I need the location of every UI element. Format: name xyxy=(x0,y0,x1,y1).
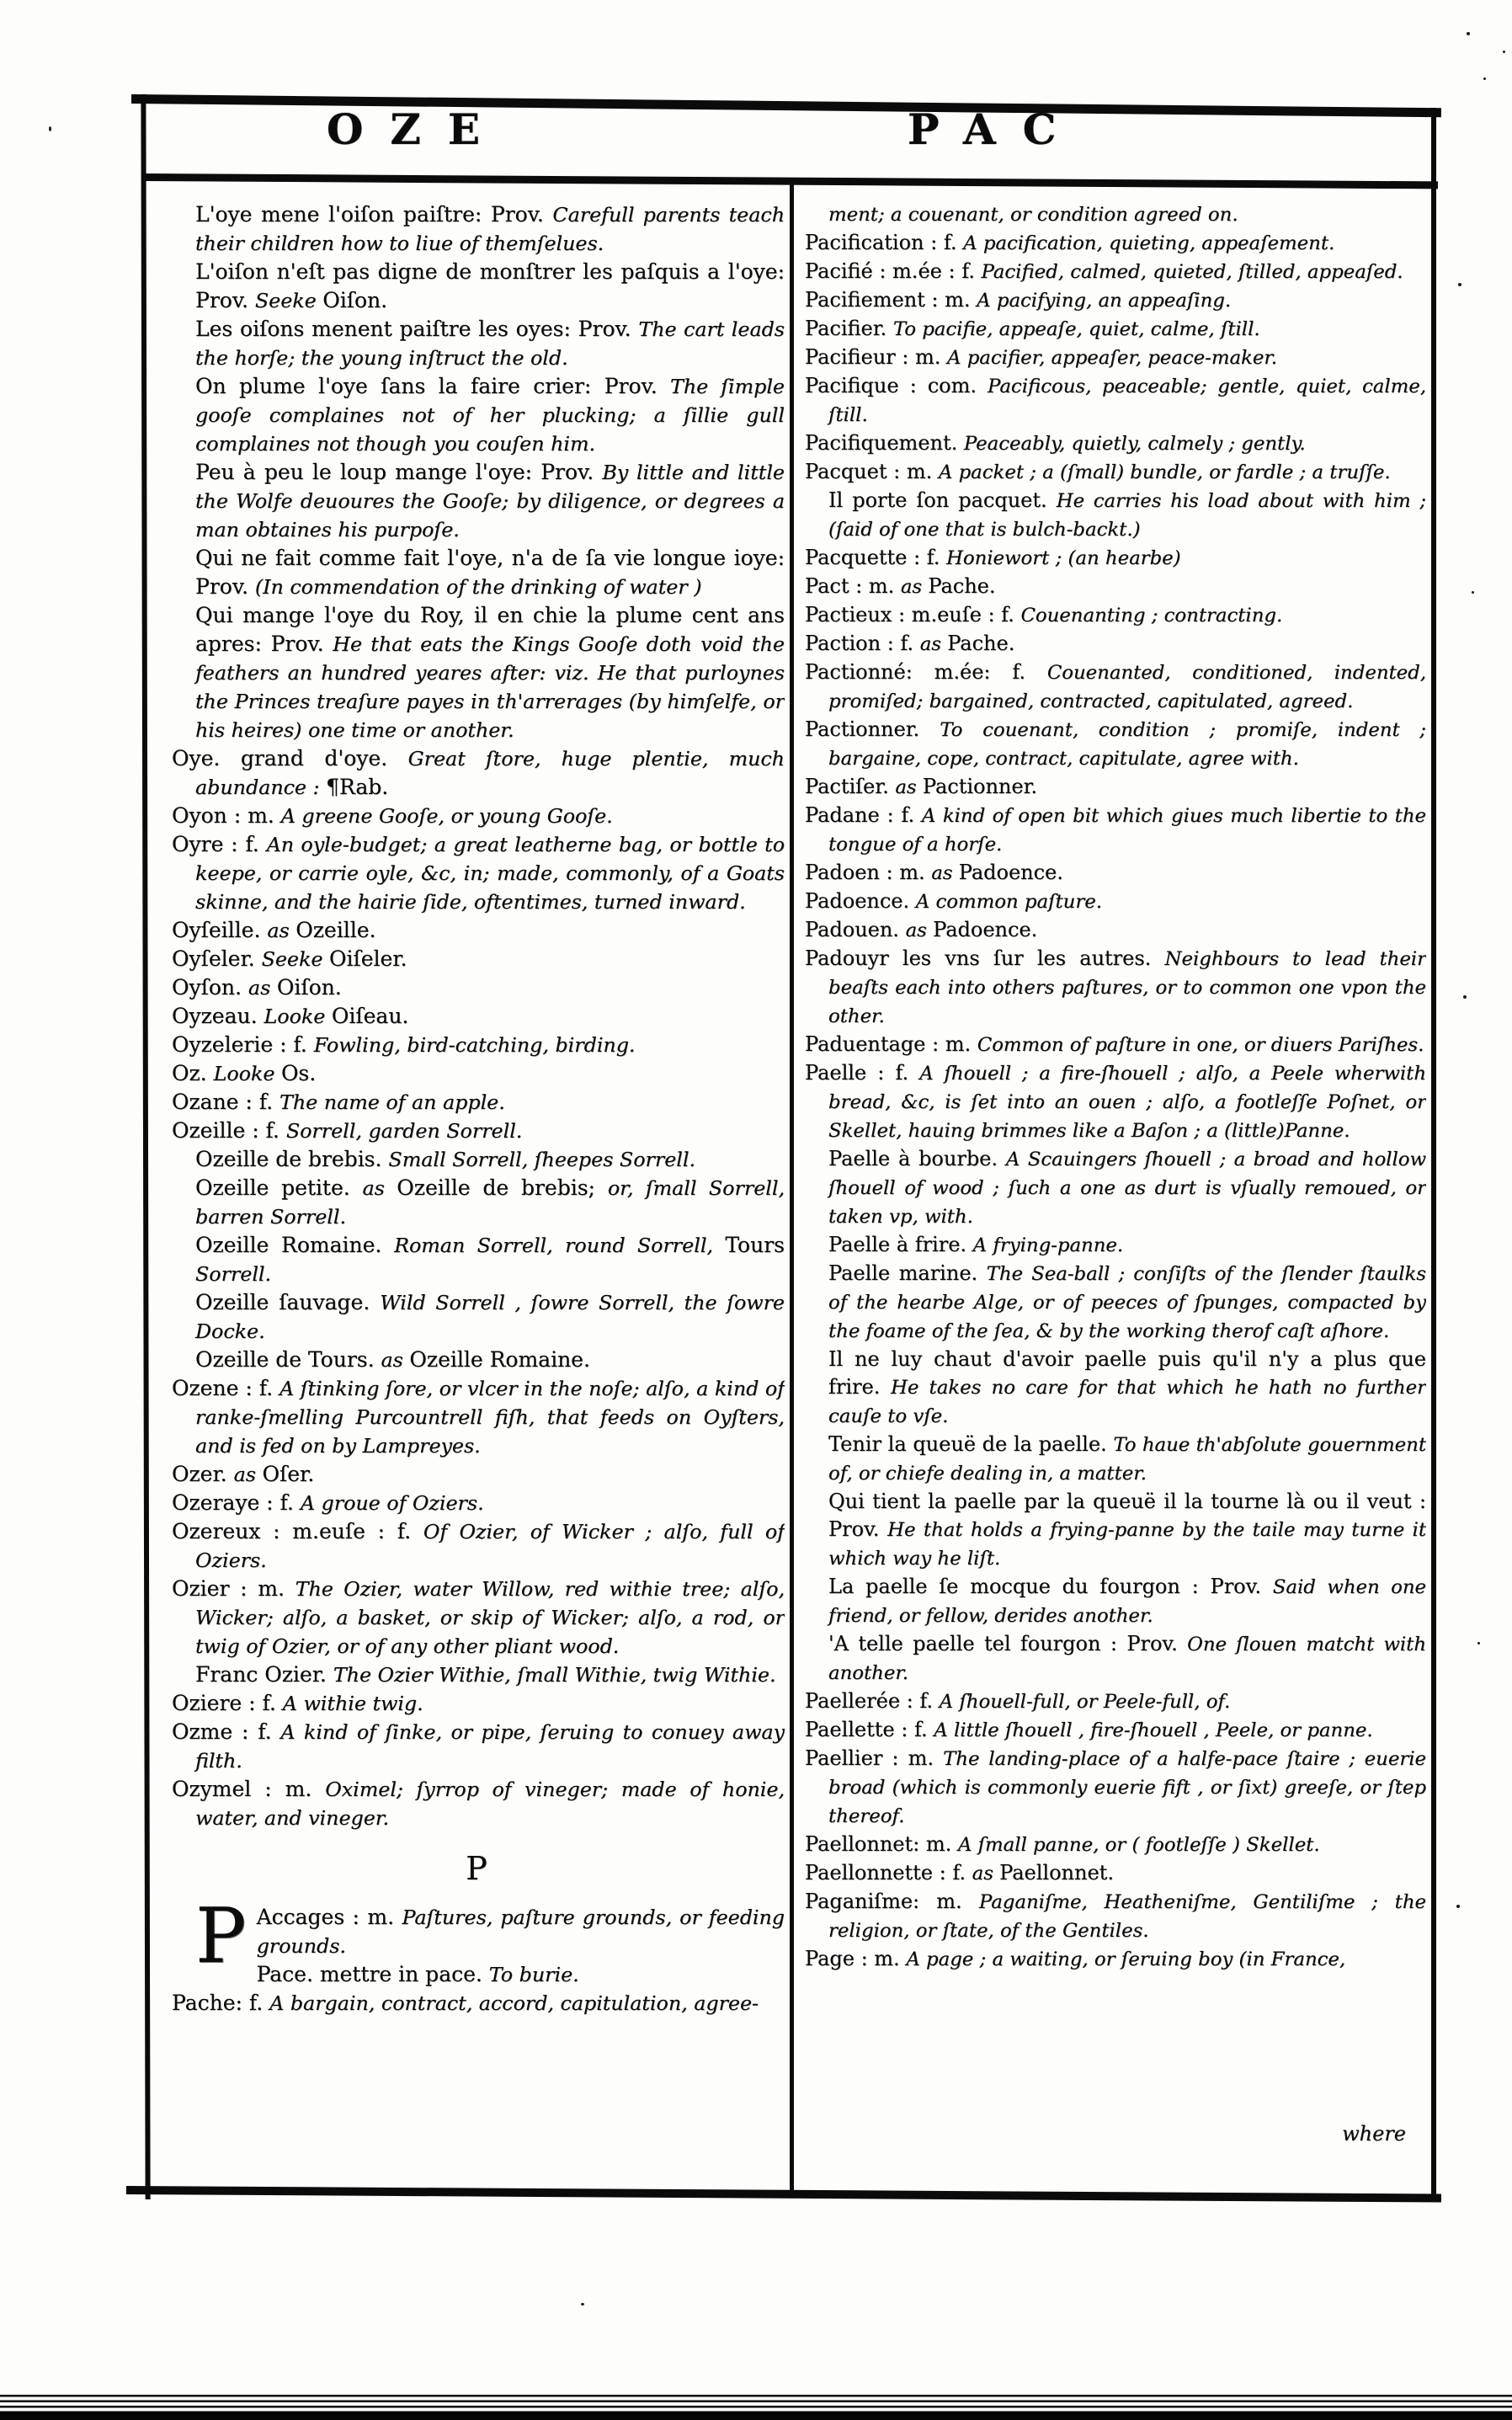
headword-text: Pactiſer. xyxy=(805,775,896,798)
dictionary-subentry xyxy=(805,1431,1426,1488)
ink-speck xyxy=(1456,1905,1460,1908)
gloss-text: A bargain, contract, accord, capitulation, agree- xyxy=(269,1991,759,2015)
headword-text: Pacifiement : m. xyxy=(805,288,977,312)
headword-text: Os. xyxy=(280,1061,317,1085)
dictionary-subentry xyxy=(172,1231,785,1288)
gloss-text: as xyxy=(381,1348,410,1372)
gloss-text: as xyxy=(233,1463,263,1486)
headword-text: Paellette : f. xyxy=(805,1718,934,1741)
dictionary-entry xyxy=(805,229,1426,258)
dictionary-entry xyxy=(805,658,1426,716)
headword-text: Oſer. xyxy=(262,1462,315,1486)
gloss-text: Pacificous, peaceable; gentle, quiet, calme, ſtill. xyxy=(828,376,1426,426)
drop-cap-letter: P xyxy=(195,1892,247,1980)
gloss-text: Oximel; ſyrrop of vineger; made of honie, water, and vineger. xyxy=(195,1778,785,1830)
headword-text: Padoen : m. xyxy=(805,861,932,884)
headword-text: Pactionné: m.ée: f. xyxy=(805,660,1047,684)
gloss-text: ment; a couenant, or condition agreed on. xyxy=(828,204,1238,226)
dictionary-entry xyxy=(805,258,1426,286)
dictionary-subentry xyxy=(805,487,1426,544)
dictionary-entry xyxy=(805,859,1426,888)
dictionary-subentry xyxy=(172,1145,785,1174)
dictionary-entry xyxy=(805,888,1426,916)
dictionary-subentry xyxy=(172,315,785,372)
headword-text: Padoence. xyxy=(933,918,1038,941)
dictionary-entry xyxy=(805,1888,1426,1945)
gloss-text: or, ſmall Sorrell, barren Sorrell. xyxy=(195,1176,785,1229)
gloss-text: Seeke xyxy=(261,947,329,971)
ink-speck xyxy=(1483,77,1486,80)
gloss-text: Small Sorrell, ſheepes Sorrell. xyxy=(388,1148,695,1171)
right-column xyxy=(805,200,1426,2177)
gloss-text: Pacified, calmed, quieted, ſtilled, appeaſed. xyxy=(981,261,1403,283)
gloss-text: Peaceably, quietly, calmely ; gently. xyxy=(963,433,1306,455)
headword-text: Pactionner. xyxy=(922,775,1038,798)
headword-text: Paganiſme: m. xyxy=(805,1890,979,1913)
dictionary-entry xyxy=(172,802,785,830)
dictionary-entry xyxy=(805,372,1426,429)
headword-text: Ozeille Romaine. xyxy=(409,1347,590,1372)
gloss-text: Of Ozier, of Wicker ; alſo, full of Oziers. xyxy=(195,1520,785,1572)
gloss-text: A ſmall panne, or ( footleſſe ) Skellet. xyxy=(957,1834,1320,1856)
headword-text: Pacquet : m. xyxy=(805,460,939,483)
headword-text: Oyſon. xyxy=(172,975,248,999)
headword-text: Pacifiquement. xyxy=(805,431,964,455)
headword-text: Pacifier. xyxy=(805,317,893,340)
headword-text: Paduentage : m. xyxy=(805,1032,977,1056)
headword-text: Ozeille de brebis. xyxy=(195,1147,389,1171)
dictionary-entry xyxy=(172,1460,785,1489)
dictionary-entry xyxy=(172,1117,785,1145)
gloss-text: as xyxy=(931,862,959,884)
dictionary-subentry xyxy=(172,1288,785,1346)
gloss-text: Carefull parents teach their children how to liue of themſelues. xyxy=(195,203,785,255)
ink-speck xyxy=(49,126,51,131)
headword-text: Ozymel : m. xyxy=(172,1777,326,1801)
gloss-text: as xyxy=(267,919,296,942)
headword-text: Pacifieur : m. xyxy=(805,345,947,369)
gloss-text: An oyle-budget; a great leatherne bag, or bottle to keepe, or carrie oyle, &c, in; made, commonly, of a Goats skinne, and the hairie ſide, oftentimes, turned inward. xyxy=(195,833,785,914)
headword-text: Padoence. xyxy=(805,889,916,913)
headword-text: Pactieux : m.euſe : f. xyxy=(805,603,1021,626)
dictionary-entry xyxy=(172,830,785,916)
dictionary-subentry xyxy=(172,1960,785,1989)
dictionary-entry xyxy=(805,716,1426,773)
headword-text: Paelle à frire. xyxy=(828,1233,973,1256)
frame-border-left xyxy=(141,94,150,2199)
gloss-text: He that holds a frying-panne by the taile may turne it which way he liſt. xyxy=(828,1519,1426,1570)
dictionary-entry xyxy=(172,1775,785,1832)
dictionary-entry xyxy=(172,1088,785,1117)
gloss-text: He takes no care for that which he hath no further cauſe to vſe. xyxy=(828,1377,1426,1427)
headword-text: Ozeille de Tours. xyxy=(195,1347,381,1372)
headword-text: Ozeille de brebis; xyxy=(397,1175,608,1200)
dictionary-subentry xyxy=(805,1260,1426,1346)
headword-text: Oz. xyxy=(172,1061,214,1085)
ink-speck xyxy=(1467,32,1470,35)
gloss-text: A greene Gooſe, or young Gooſe. xyxy=(280,804,613,828)
gloss-text: as xyxy=(248,976,277,999)
frame-rule-bottom xyxy=(126,2186,1441,2203)
gloss-text: Wild Sorrell , ſowre Sorrell, the ſowre Docke. xyxy=(195,1291,785,1343)
headword-text: Pact : m. xyxy=(805,574,901,598)
gloss-text: Looke xyxy=(264,1005,332,1028)
gloss-text: A groue of Oziers. xyxy=(300,1491,484,1515)
gloss-text: as xyxy=(362,1176,397,1200)
headword-text: Oye. grand d'oye. xyxy=(172,746,408,770)
gloss-text: A ſhouell ; a fire-ſhouell ; alſo, a Peele wherwith bread, &c, is ſet into an ouen ; alſo, a footleſſe Poſnet, or Skellet, hauing brimmes like a Baſon ; a (little)Panne. xyxy=(828,1063,1426,1142)
running-head-left: OZE xyxy=(327,104,508,154)
gloss-text: To burie. xyxy=(488,1963,579,1986)
headword-text: ¶Rab. xyxy=(326,775,389,799)
gloss-text: A page ; a waiting, or ſeruing boy (in France, xyxy=(906,1948,1346,1970)
headword-text: Tenir la queuë de la paelle. xyxy=(828,1432,1114,1456)
headword-text: Ozeille ſauvage. xyxy=(195,1290,381,1314)
gloss-text: Couenanted, conditioned, indented, promiſed; bargained, contracted, capitulated, agreed. xyxy=(828,662,1426,712)
headword-text: Page : m. xyxy=(805,1947,907,1970)
headword-text: Paelle marine. xyxy=(828,1261,987,1285)
dictionary-entry xyxy=(805,1687,1426,1716)
headword-text: Les oiſons menent paiſtre les oyes: Prov. xyxy=(195,317,639,341)
headword-text: Oiſeler. xyxy=(328,946,407,971)
headword-text: Ozer. xyxy=(172,1462,234,1486)
gloss-text: A packet ; a (ſmall) bundle, or fardle ; a truſſe. xyxy=(938,461,1391,483)
section-letter-heading: P xyxy=(466,1850,491,1887)
ink-speck xyxy=(1458,283,1461,286)
headword-text: On plume l'oye ſans la faire crier: Prov. xyxy=(195,374,671,398)
headword-text: Qui tient la paelle par la queuë il la tourne là ou il veut : Prov. xyxy=(828,1490,1426,1541)
gloss-text: Fowling, bird-catching, birding. xyxy=(313,1033,636,1057)
headword-text: Padane : f. xyxy=(805,803,922,827)
headword-text: Oyon : m. xyxy=(172,803,281,828)
dictionary-entry xyxy=(172,1989,785,2018)
gloss-text: as xyxy=(905,919,934,941)
gloss-text: A kind of open bit which giues much libertie to the tongue of a horſe. xyxy=(828,805,1426,856)
headword-text: La paelle ſe mocque du fourgon : Prov. xyxy=(828,1575,1273,1598)
dictionary-entry xyxy=(805,573,1426,601)
dictionary-entry xyxy=(172,1689,785,1718)
headword-text: Paction : f. xyxy=(805,632,920,655)
dictionary-entry xyxy=(172,1059,785,1088)
headword-text: Ozane : f. xyxy=(172,1090,280,1114)
dictionary-subentry xyxy=(172,1346,785,1374)
gloss-text: The Ozier, water Willow, red withie tree; alſo, Wicker; alſo, a basket, or skip of Wicker; alſo, a rod, or twig of Ozier, or of any other pliant wood. xyxy=(195,1577,785,1658)
headword-text: Paellonnette : f. xyxy=(805,1861,972,1884)
dictionary-entry xyxy=(805,1716,1426,1745)
ink-speck xyxy=(1477,1642,1480,1644)
gloss-text: (In commendation of the drinking of water ) xyxy=(254,575,702,599)
headword-text: Pace. mettre in pace. xyxy=(256,1962,489,1986)
gloss-text: To couenant, condition ; promiſe, indent ; bargaine, cope, contract, capitulate, agree with. xyxy=(828,719,1426,770)
dictionary-entry xyxy=(172,1718,785,1775)
dictionary-subentry xyxy=(805,1231,1426,1260)
dictionary-subentry xyxy=(805,1145,1426,1231)
gloss-text: Seeke xyxy=(254,289,323,312)
headword-text: Ozme : f. xyxy=(172,1719,281,1744)
gloss-text: A ſtinking ſore, or vlcer in the noſe; alſo, a kind of ranke-ſmelling Purcountrell fiſh, that feeds on Oyſters, and is fed on by Lampreyes. xyxy=(195,1377,785,1458)
gloss-text: Said when one friend, or fellow, derides another. xyxy=(828,1576,1426,1627)
dictionary-subentry xyxy=(805,1573,1426,1630)
headword-text: Ozeille Romaine. xyxy=(195,1233,395,1257)
gloss-text: Couenanting ; contracting. xyxy=(1020,605,1283,626)
gloss-text: A Scauingers ſhouell ; a broad and hollow ſhouell of wood ; ſuch a one as durt is vſually remoued, or taken vp, with. xyxy=(828,1149,1426,1228)
headword-text: Ozeraye : f. xyxy=(172,1490,301,1515)
gloss-text: The landing-place of a halfe-pace ſtaire ; euerie broad (which is commonly euerie fift , or ſixt) greeſe, or ſtep thereof. xyxy=(828,1748,1426,1827)
headword-text: Franc Ozier. xyxy=(195,1662,333,1687)
headword-text: 'A telle paelle tel fourgon : Prov. xyxy=(828,1632,1188,1655)
headword-text: Paellier : m. xyxy=(805,1746,944,1770)
gloss-text: as xyxy=(900,576,929,598)
headword-text: Oiſon. xyxy=(322,288,388,312)
dictionary-subentry xyxy=(805,1346,1426,1431)
gloss-text: A withie twig. xyxy=(282,1692,423,1715)
gloss-text: Paganiſme, Heatheniſme, Gentiliſme ; the religion, or ſtate, of the Gentiles. xyxy=(828,1891,1426,1942)
headword-text: Oyzelerie : f. xyxy=(172,1032,314,1057)
headword-text: Oyzeau. xyxy=(172,1004,264,1028)
gloss-text: Great ſtore, huge plentie, much abundance : xyxy=(195,747,785,799)
headword-text: L'oiſon n'eſt pas digne de monſtrer les paſquis a l'oye: Prov. xyxy=(195,259,785,312)
dictionary-entry xyxy=(805,630,1426,658)
dictionary-entry xyxy=(805,1945,1426,1974)
dictionary-entry xyxy=(172,1031,785,1059)
dictionary-entry xyxy=(805,601,1426,630)
dictionary-subentry xyxy=(805,200,1426,229)
gloss-text: Roman Sorrell, round Sorrell, xyxy=(394,1234,726,1257)
headword-text: L'oye mene l'oiſon paiſtre: Prov. xyxy=(195,202,553,227)
headword-text: Il ne luy chaut d'avoir paelle puis qu'il n'y a plus que frire. xyxy=(828,1347,1426,1399)
gloss-text: as xyxy=(972,1863,1000,1884)
headword-text: Paelle : f. xyxy=(805,1061,920,1085)
dictionary-subentry xyxy=(172,258,785,315)
headword-text: Oziere : f. xyxy=(172,1691,283,1715)
dictionary-entry xyxy=(805,458,1426,487)
gloss-text: The ſimple gooſe complaines not of her plucking; a ſillie gull complaines not though you couſen him. xyxy=(195,375,785,456)
gloss-text: A pacifying, an appeaſing. xyxy=(977,290,1232,312)
dictionary-entry xyxy=(172,916,785,945)
dictionary-subentry xyxy=(172,544,785,601)
headword-text: Pacquette : f. xyxy=(805,546,946,569)
dictionary-entry xyxy=(805,429,1426,458)
headword-text: Pacification : f. xyxy=(805,231,964,254)
gloss-text: To pacifie, appeaſe, quiet, calme, ſtill. xyxy=(892,318,1260,340)
headword-text: Ozier : m. xyxy=(172,1576,295,1601)
dictionary-subentry xyxy=(172,1174,785,1231)
dictionary-entry xyxy=(805,286,1426,315)
headword-text: Oyſeler. xyxy=(172,946,262,971)
dictionary-entry xyxy=(172,1489,785,1517)
headword-text: Pache. xyxy=(928,574,996,598)
dictionary-entry xyxy=(805,916,1426,945)
gloss-text: A pacification, quieting, appeaſement. xyxy=(963,232,1335,254)
dictionary-subentry xyxy=(172,372,785,458)
catchword: where xyxy=(1342,2122,1406,2145)
headword-text: Pacifié : m.ée : f. xyxy=(805,259,982,283)
scan-artifact-stripes xyxy=(0,2395,1512,2413)
headword-text: Pactionner. xyxy=(805,717,940,741)
headword-text: Pache: f. xyxy=(172,1991,270,2015)
gloss-text: A pacifier, appeaſer, peace-maker. xyxy=(947,347,1277,369)
dictionary-entry xyxy=(805,344,1426,372)
headword-text: Oiſeau. xyxy=(331,1004,409,1028)
dictionary-entry xyxy=(172,744,785,802)
gloss-text: He carries his load about with him ; (ſaid of one that is bulch-backt.) xyxy=(828,490,1426,541)
headword-text: Pache. xyxy=(947,632,1015,655)
gloss-text: Honiewort ; (an hearbe) xyxy=(945,547,1181,569)
dictionary-entry xyxy=(805,1059,1426,1145)
headword-text: Qui mange l'oye du Roy, il en chie la plume cent ans apres: Prov. xyxy=(195,603,785,656)
dictionary-entry xyxy=(805,1745,1426,1831)
dictionary-subentry xyxy=(805,1488,1426,1573)
gloss-text: Common of paſture in one, or diuers Pariſhes. xyxy=(977,1034,1424,1056)
gloss-text: Sorrell. xyxy=(195,1262,272,1286)
headword-text: Tours xyxy=(725,1233,785,1257)
dictionary-entry xyxy=(805,802,1426,859)
headword-text: Oiſon. xyxy=(276,975,342,999)
gloss-text: He that eats the Kings Gooſe doth void the feathers an hundred yeares after: viz. He that purloynes the Princes treaſure payes in th'arrerages (by himſelfe, or his heires) one time or another. xyxy=(195,632,785,742)
headword-text: Ozene : f. xyxy=(172,1376,280,1400)
gloss-text: Neighbours to lead their beaſts each into others paſtures, or to common one vpon the other. xyxy=(828,948,1426,1027)
gloss-text: Paſtures, paſture grounds, or feeding grounds. xyxy=(256,1906,785,1958)
headword-text: Qui ne fait comme fait l'oye, n'a de ſa vie longue ioye: Prov. xyxy=(195,546,785,599)
dictionary-entry xyxy=(805,315,1426,344)
dictionary-subentry xyxy=(805,1630,1426,1687)
dictionary-entry xyxy=(805,1859,1426,1888)
headword-text: Oyre : f. xyxy=(172,832,267,856)
gloss-text: One ſlouen matcht with another. xyxy=(828,1634,1426,1684)
headword-text: Paellonnet: m. xyxy=(805,1832,958,1856)
dictionary-entry xyxy=(172,973,785,1002)
gloss-text: A common paſture. xyxy=(915,891,1102,913)
headword-text: Padouyr les vns ſur les autres. xyxy=(805,946,1165,970)
dictionary-subentry xyxy=(172,458,785,544)
dictionary-entry xyxy=(805,945,1426,1031)
dictionary-entry xyxy=(172,1002,785,1031)
headword-text: Accages : m. xyxy=(256,1905,402,1929)
headword-text: Paelle à bourbe. xyxy=(828,1147,1006,1170)
gloss-text: To haue th'abſolute gouernment of, or chiefe dealing in, a matter. xyxy=(828,1434,1426,1485)
dictionary-entry xyxy=(172,945,785,973)
dictionary-subentry xyxy=(172,601,785,744)
headword-text: Pacifique : com. xyxy=(805,374,988,397)
dictionary-entry xyxy=(805,1031,1426,1059)
dictionary-entry xyxy=(172,1517,785,1575)
scan-artifact-bar xyxy=(0,2412,1512,2420)
dictionary-entry xyxy=(172,1575,785,1660)
gloss-text: as xyxy=(919,633,948,655)
headword-text: Padoence. xyxy=(958,861,1063,884)
headword-text: Padouen. xyxy=(805,918,906,941)
headword-text: Oyſeille. xyxy=(172,918,268,942)
gloss-text: The Ozier Withie, ſmall Withie, twig Withie. xyxy=(333,1663,776,1687)
headword-text: Peu à peu le loup mange l'oye: Prov. xyxy=(195,460,603,484)
gloss-text: The Sea-ball ; conſiſts of the ſlender ſtaulks of the hearbe Alge, or of peeces of ſpunges, compacted by the foame of the ſea, & by the working therof caſt aſhore. xyxy=(828,1263,1426,1342)
gloss-text: A kind of ſinke, or pipe, ſeruing to conuey away filth. xyxy=(195,1720,785,1772)
gloss-text: The name of an apple. xyxy=(280,1090,505,1114)
headword-text: Ozeille : f. xyxy=(172,1118,286,1143)
running-head-right: PAC xyxy=(908,104,1083,154)
headword-text: Paellonnet. xyxy=(999,1861,1114,1884)
gloss-text: A little ſhouell , fire-ſhouell , Peele, or panne. xyxy=(934,1719,1373,1741)
gloss-text: A ſhouell-full, or Peele-full, of. xyxy=(939,1691,1231,1713)
headword-text: Paellerée : f. xyxy=(805,1689,940,1713)
left-column xyxy=(172,200,785,2177)
ink-speck xyxy=(1463,995,1467,999)
dictionary-entry xyxy=(805,544,1426,573)
dictionary-subentry xyxy=(172,1660,785,1689)
gloss-text: Sorrell, garden Sorrell. xyxy=(285,1119,523,1143)
headword-text: Ozeille. xyxy=(295,918,376,942)
ink-speck xyxy=(1472,591,1474,594)
frame-border-right xyxy=(1431,108,1436,2198)
dictionary-subentry xyxy=(172,200,785,258)
dictionary-entry xyxy=(172,1374,785,1460)
gloss-text: Looke xyxy=(213,1062,281,1085)
gloss-text: The cart leads the horſe; the young inſtruct the old. xyxy=(195,317,785,370)
dictionary-entry xyxy=(805,773,1426,802)
ink-speck xyxy=(1503,51,1505,53)
column-divider xyxy=(790,180,794,2194)
ink-speck xyxy=(581,2303,584,2305)
gloss-text: A frying-panne. xyxy=(972,1234,1124,1256)
dictionary-entry xyxy=(805,1831,1426,1859)
headword-text: Ozereux : m.euſe : f. xyxy=(172,1519,423,1543)
headword-text: Il porte ſon pacquet. xyxy=(828,488,1057,512)
gloss-text: By little and little the Wolfe deuoures the Gooſe; by diligence, or degrees a man obtaines his purpoſe. xyxy=(195,461,785,541)
gloss-text: as xyxy=(895,776,923,798)
headword-text: Ozeille petite. xyxy=(195,1175,363,1200)
